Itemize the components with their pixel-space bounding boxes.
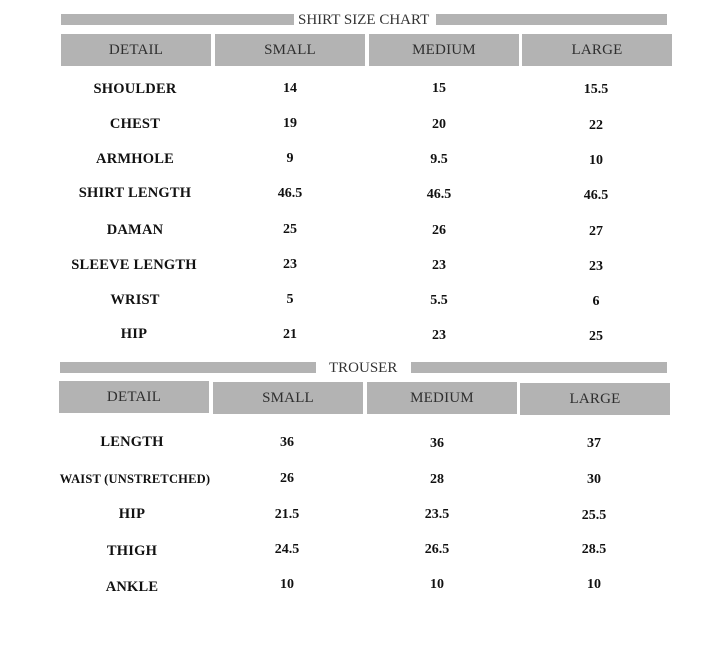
row-label: DAMAN <box>106 222 164 238</box>
value-medium: 23 <box>432 258 446 273</box>
row-label: SHOULDER <box>93 81 177 97</box>
trouser-title-bar-left <box>60 362 316 373</box>
value-small: 19 <box>283 116 297 131</box>
value-large: 10 <box>587 577 601 592</box>
value-medium: 26 <box>432 223 446 238</box>
value-large: 37 <box>587 436 601 451</box>
value-medium: 9.5 <box>430 152 448 167</box>
trouser-header-medium: MEDIUM <box>367 382 517 414</box>
row-label: WAIST (UNSTRETCHED) <box>59 472 211 486</box>
row-label: HIP <box>118 506 146 522</box>
value-small: 46.5 <box>277 186 303 201</box>
value-medium: 26.5 <box>424 542 450 557</box>
value-large: 23 <box>589 259 603 274</box>
value-small: 5 <box>286 292 294 307</box>
value-large: 22 <box>589 118 603 133</box>
value-small: 36 <box>280 435 294 450</box>
value-small: 26 <box>280 471 294 486</box>
value-medium: 23.5 <box>424 507 450 522</box>
value-small: 14 <box>283 81 297 96</box>
trouser-header-detail: DETAIL <box>59 381 209 413</box>
row-label: SLEEVE LENGTH <box>71 257 197 273</box>
shirt-header-large: LARGE <box>522 34 672 66</box>
row-label: LENGTH <box>100 434 164 450</box>
value-large: 25.5 <box>581 508 607 523</box>
value-medium: 46.5 <box>426 187 452 202</box>
row-label: SHIRT LENGTH <box>78 185 192 201</box>
shirt-header-detail: DETAIL <box>61 34 211 66</box>
row-label: WRIST <box>110 292 160 308</box>
trouser-header-small: SMALL <box>213 382 363 414</box>
row-label: ANKLE <box>105 579 159 595</box>
value-small: 25 <box>283 222 297 237</box>
row-label: CHEST <box>109 116 161 132</box>
value-medium: 28 <box>430 472 444 487</box>
value-medium: 5.5 <box>430 293 448 308</box>
shirt-section-title: SHIRT SIZE CHART <box>298 12 430 28</box>
value-small: 10 <box>280 577 294 592</box>
shirt-title-bar-right <box>436 14 667 25</box>
shirt-title-bar-left <box>61 14 294 25</box>
value-large: 28.5 <box>581 542 607 557</box>
value-medium: 23 <box>432 328 446 343</box>
value-medium: 10 <box>430 577 444 592</box>
value-large: 25 <box>589 329 603 344</box>
value-large: 46.5 <box>583 188 609 203</box>
value-large: 10 <box>589 153 603 168</box>
value-large: 6 <box>592 294 600 309</box>
value-small: 23 <box>283 257 297 272</box>
trouser-section-title: TROUSER <box>329 360 398 376</box>
value-small: 9 <box>286 151 294 166</box>
value-small: 24.5 <box>274 542 300 557</box>
shirt-header-small: SMALL <box>215 34 365 66</box>
value-medium: 15 <box>432 81 446 96</box>
value-medium: 20 <box>432 117 446 132</box>
value-large: 27 <box>589 224 603 239</box>
value-large: 15.5 <box>583 82 609 97</box>
value-large: 30 <box>587 472 601 487</box>
row-label: THIGH <box>106 543 158 559</box>
row-label: ARMHOLE <box>96 151 174 167</box>
shirt-header-medium: MEDIUM <box>369 34 519 66</box>
value-small: 21 <box>283 327 297 342</box>
value-small: 21.5 <box>274 507 300 522</box>
row-label: HIP <box>120 326 148 342</box>
value-medium: 36 <box>430 436 444 451</box>
trouser-header-large: LARGE <box>520 383 670 415</box>
trouser-title-bar-right <box>411 362 667 373</box>
